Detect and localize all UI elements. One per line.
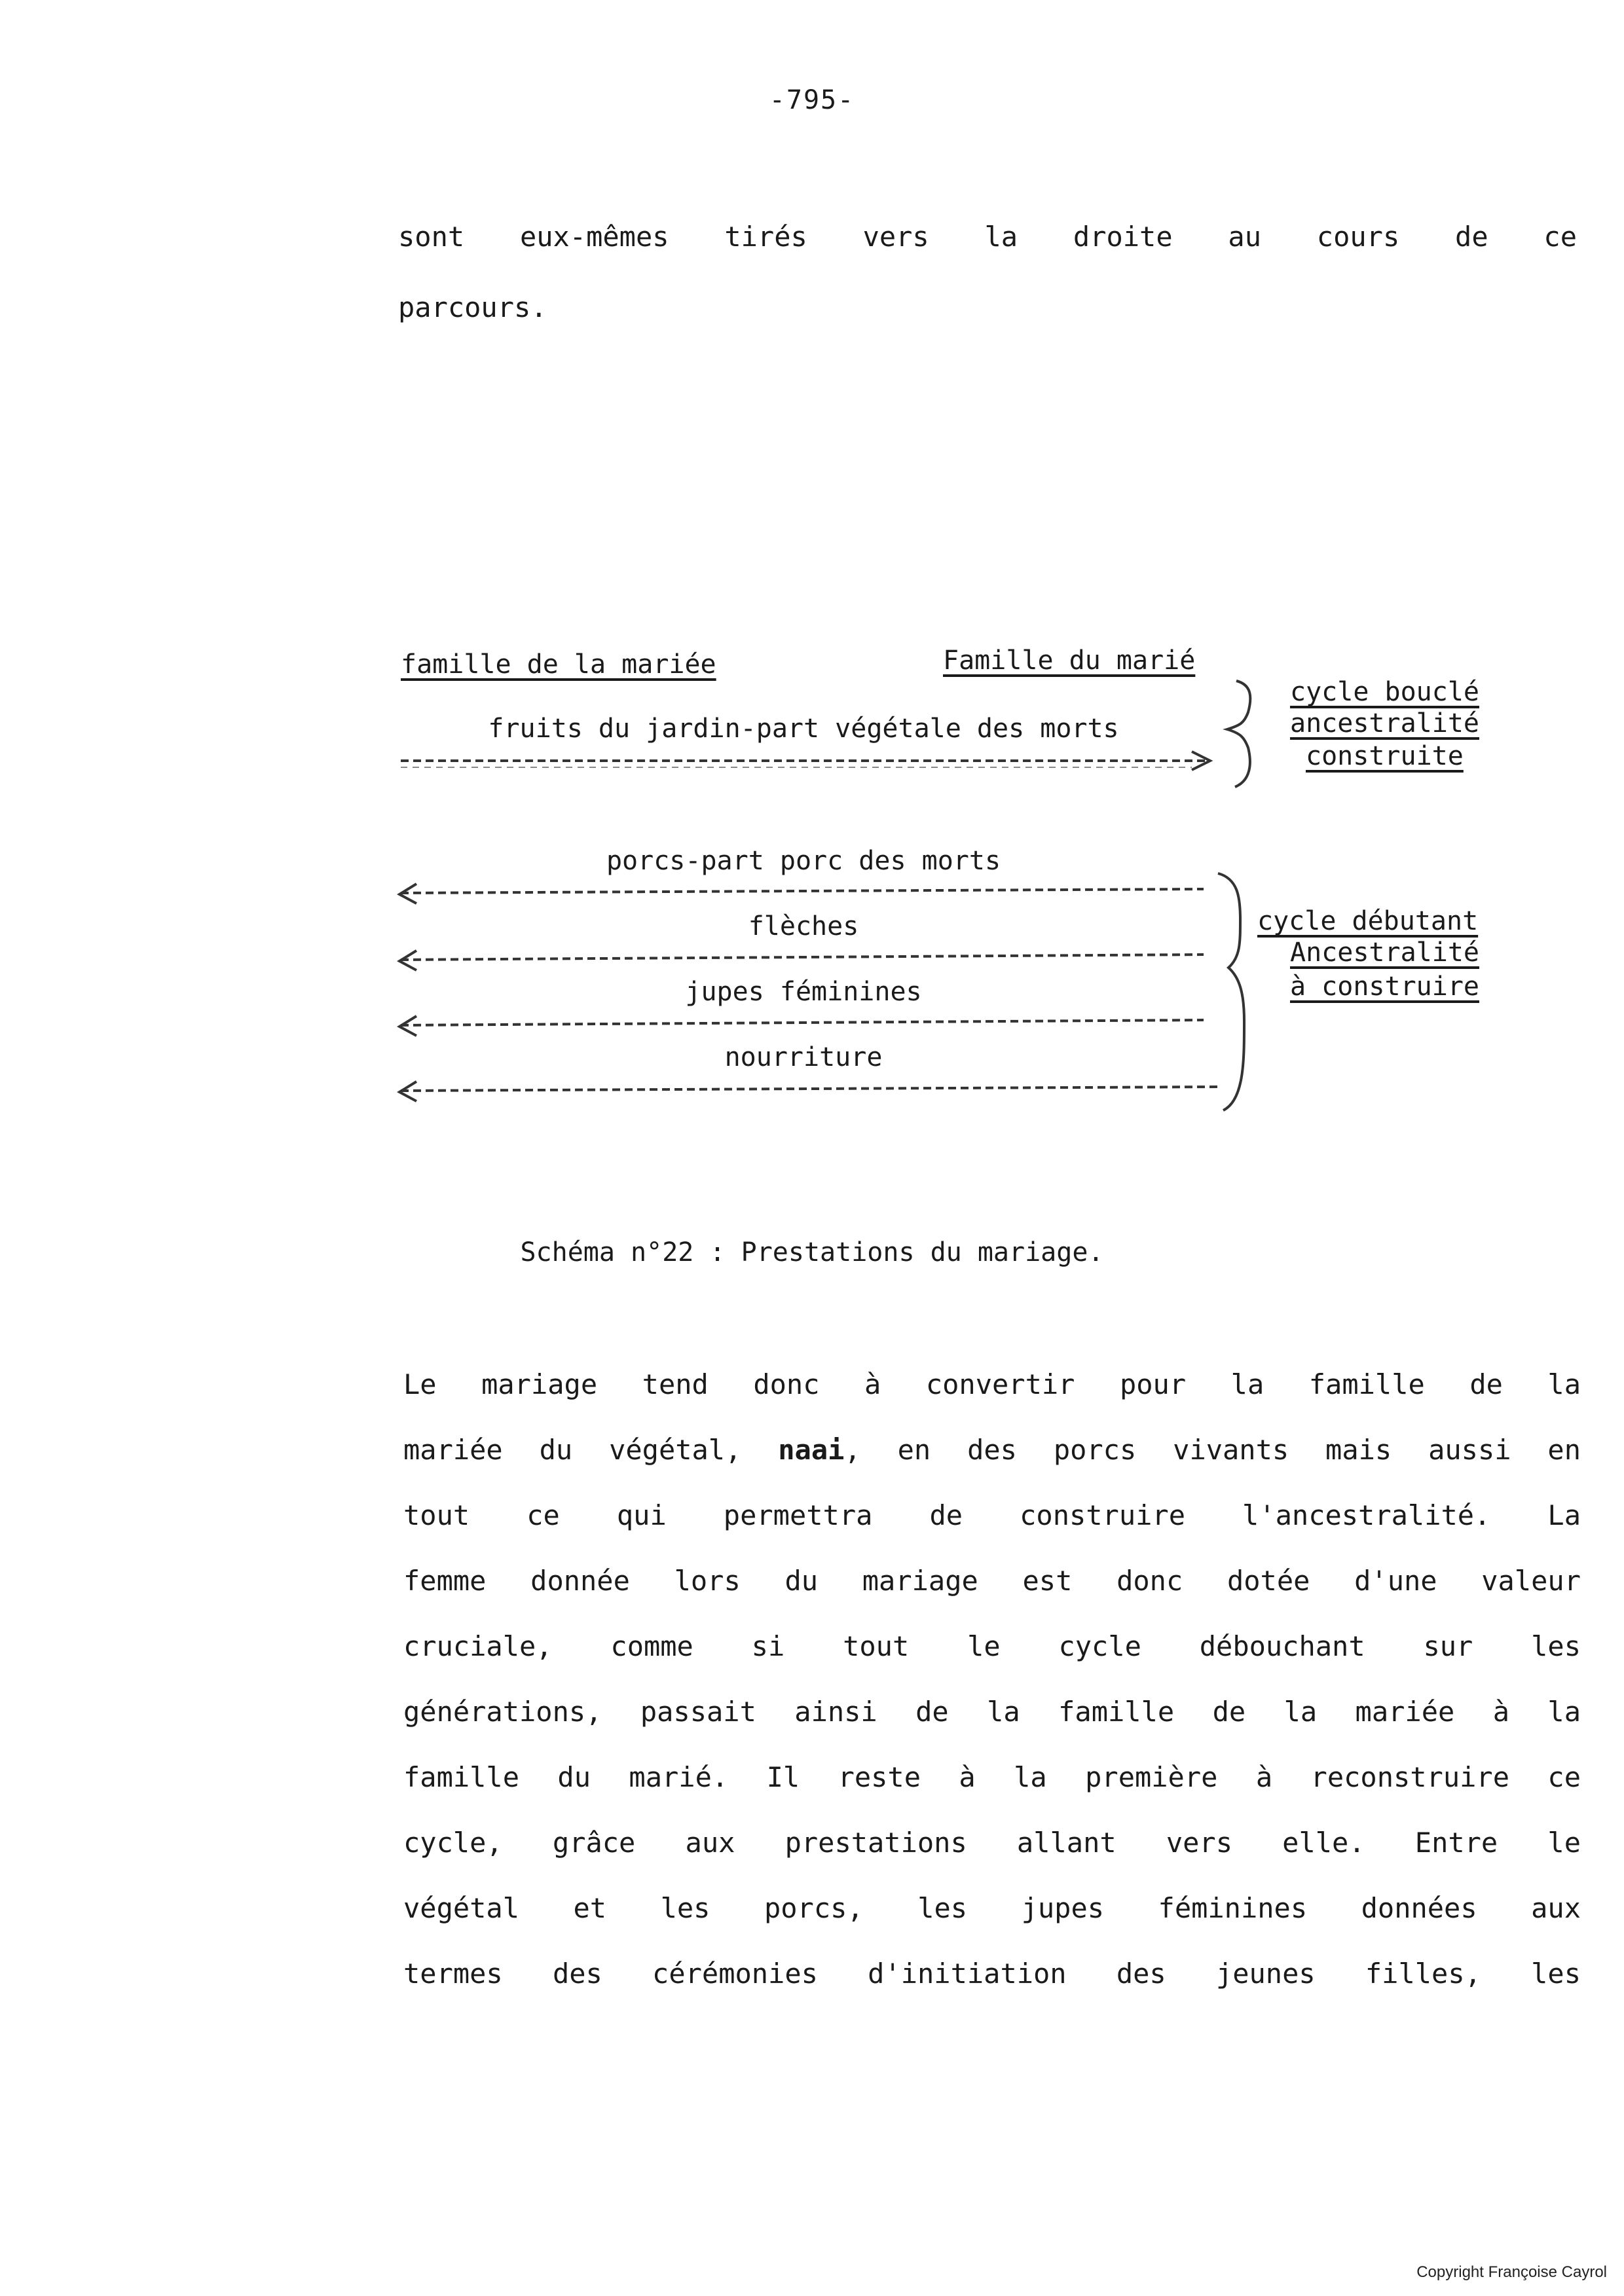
arrow-fleches (401, 955, 1204, 960)
paragraph-line-6: générations, passait ainsi de la famille de la mariée à la (403, 1696, 1581, 1728)
right-header: Famille du marié (943, 646, 1196, 676)
arrowhead-right (1192, 752, 1210, 770)
paragraph-line-9: végétal et les porcs, les jupes féminines données aux (403, 1892, 1581, 1924)
arrow-jupes (401, 1020, 1204, 1025)
paragraph-line-8: cycle, grâce aux prestations allant vers elle. Entre le (403, 1827, 1581, 1859)
flow-label-jupes: jupes féminines (685, 977, 922, 1007)
paragraph-line-10: termes des cérémonies d'initiation des jeunes filles, les (403, 1958, 1581, 1990)
top-brace (1227, 681, 1250, 787)
top-cycle-label-3: construite (1306, 741, 1464, 771)
paragraph-line-5: cruciale, comme si tout le cycle débouchant sur les (403, 1630, 1581, 1662)
bottom-cycle-label-3: à construire (1290, 972, 1479, 1002)
bottom-cycle-label-2: Ancestralité (1290, 938, 1479, 968)
copyright-notice: Copyright Françoise Cayrol (1416, 2263, 1607, 2281)
paragraph-line-4: femme donnée lors du mariage est donc dotée d'une valeur (403, 1565, 1581, 1597)
paragraph-line-2: mariée du végétal, naai, en des porcs vivants mais aussi en (403, 1434, 1581, 1466)
top-cycle-label-2: ancestralité (1290, 708, 1479, 738)
paragraph-line-7: famille du marié. Il reste à la première à reconstruire ce (403, 1761, 1581, 1793)
arrow-nourriture (401, 1087, 1222, 1091)
intro-line-1: sont eux-mêmes tirés vers la droite au cours de ce (398, 221, 1577, 253)
flow-label-nourriture: nourriture (724, 1042, 883, 1072)
flow-label-porcs: porcs-part porc des morts (606, 846, 1001, 876)
diagram-caption: Schéma n°22 : Prestations du mariage. (520, 1237, 1104, 1267)
top-cycle-label-1: cycle bouclé (1290, 677, 1479, 707)
paragraph-line-1: Le mariage tend donc à convertir pour la famille de la (403, 1368, 1581, 1400)
keyword-naai: naai (778, 1434, 845, 1466)
bottom-brace (1218, 873, 1244, 1110)
page-number: -795- (769, 85, 855, 115)
arrow-porcs (401, 889, 1204, 893)
bottom-cycle-label-1: cycle débutant (1257, 906, 1479, 936)
left-header: famille de la mariée (401, 649, 716, 680)
flow-label-fleches: flèches (748, 911, 859, 941)
paragraph-line-3: tout ce qui permettra de construire l'ancestralité. La (403, 1499, 1581, 1531)
intro-line-2: parcours. (398, 291, 547, 323)
flow-label-fruits: fruits du jardin-part végétale des morts (488, 714, 1119, 744)
